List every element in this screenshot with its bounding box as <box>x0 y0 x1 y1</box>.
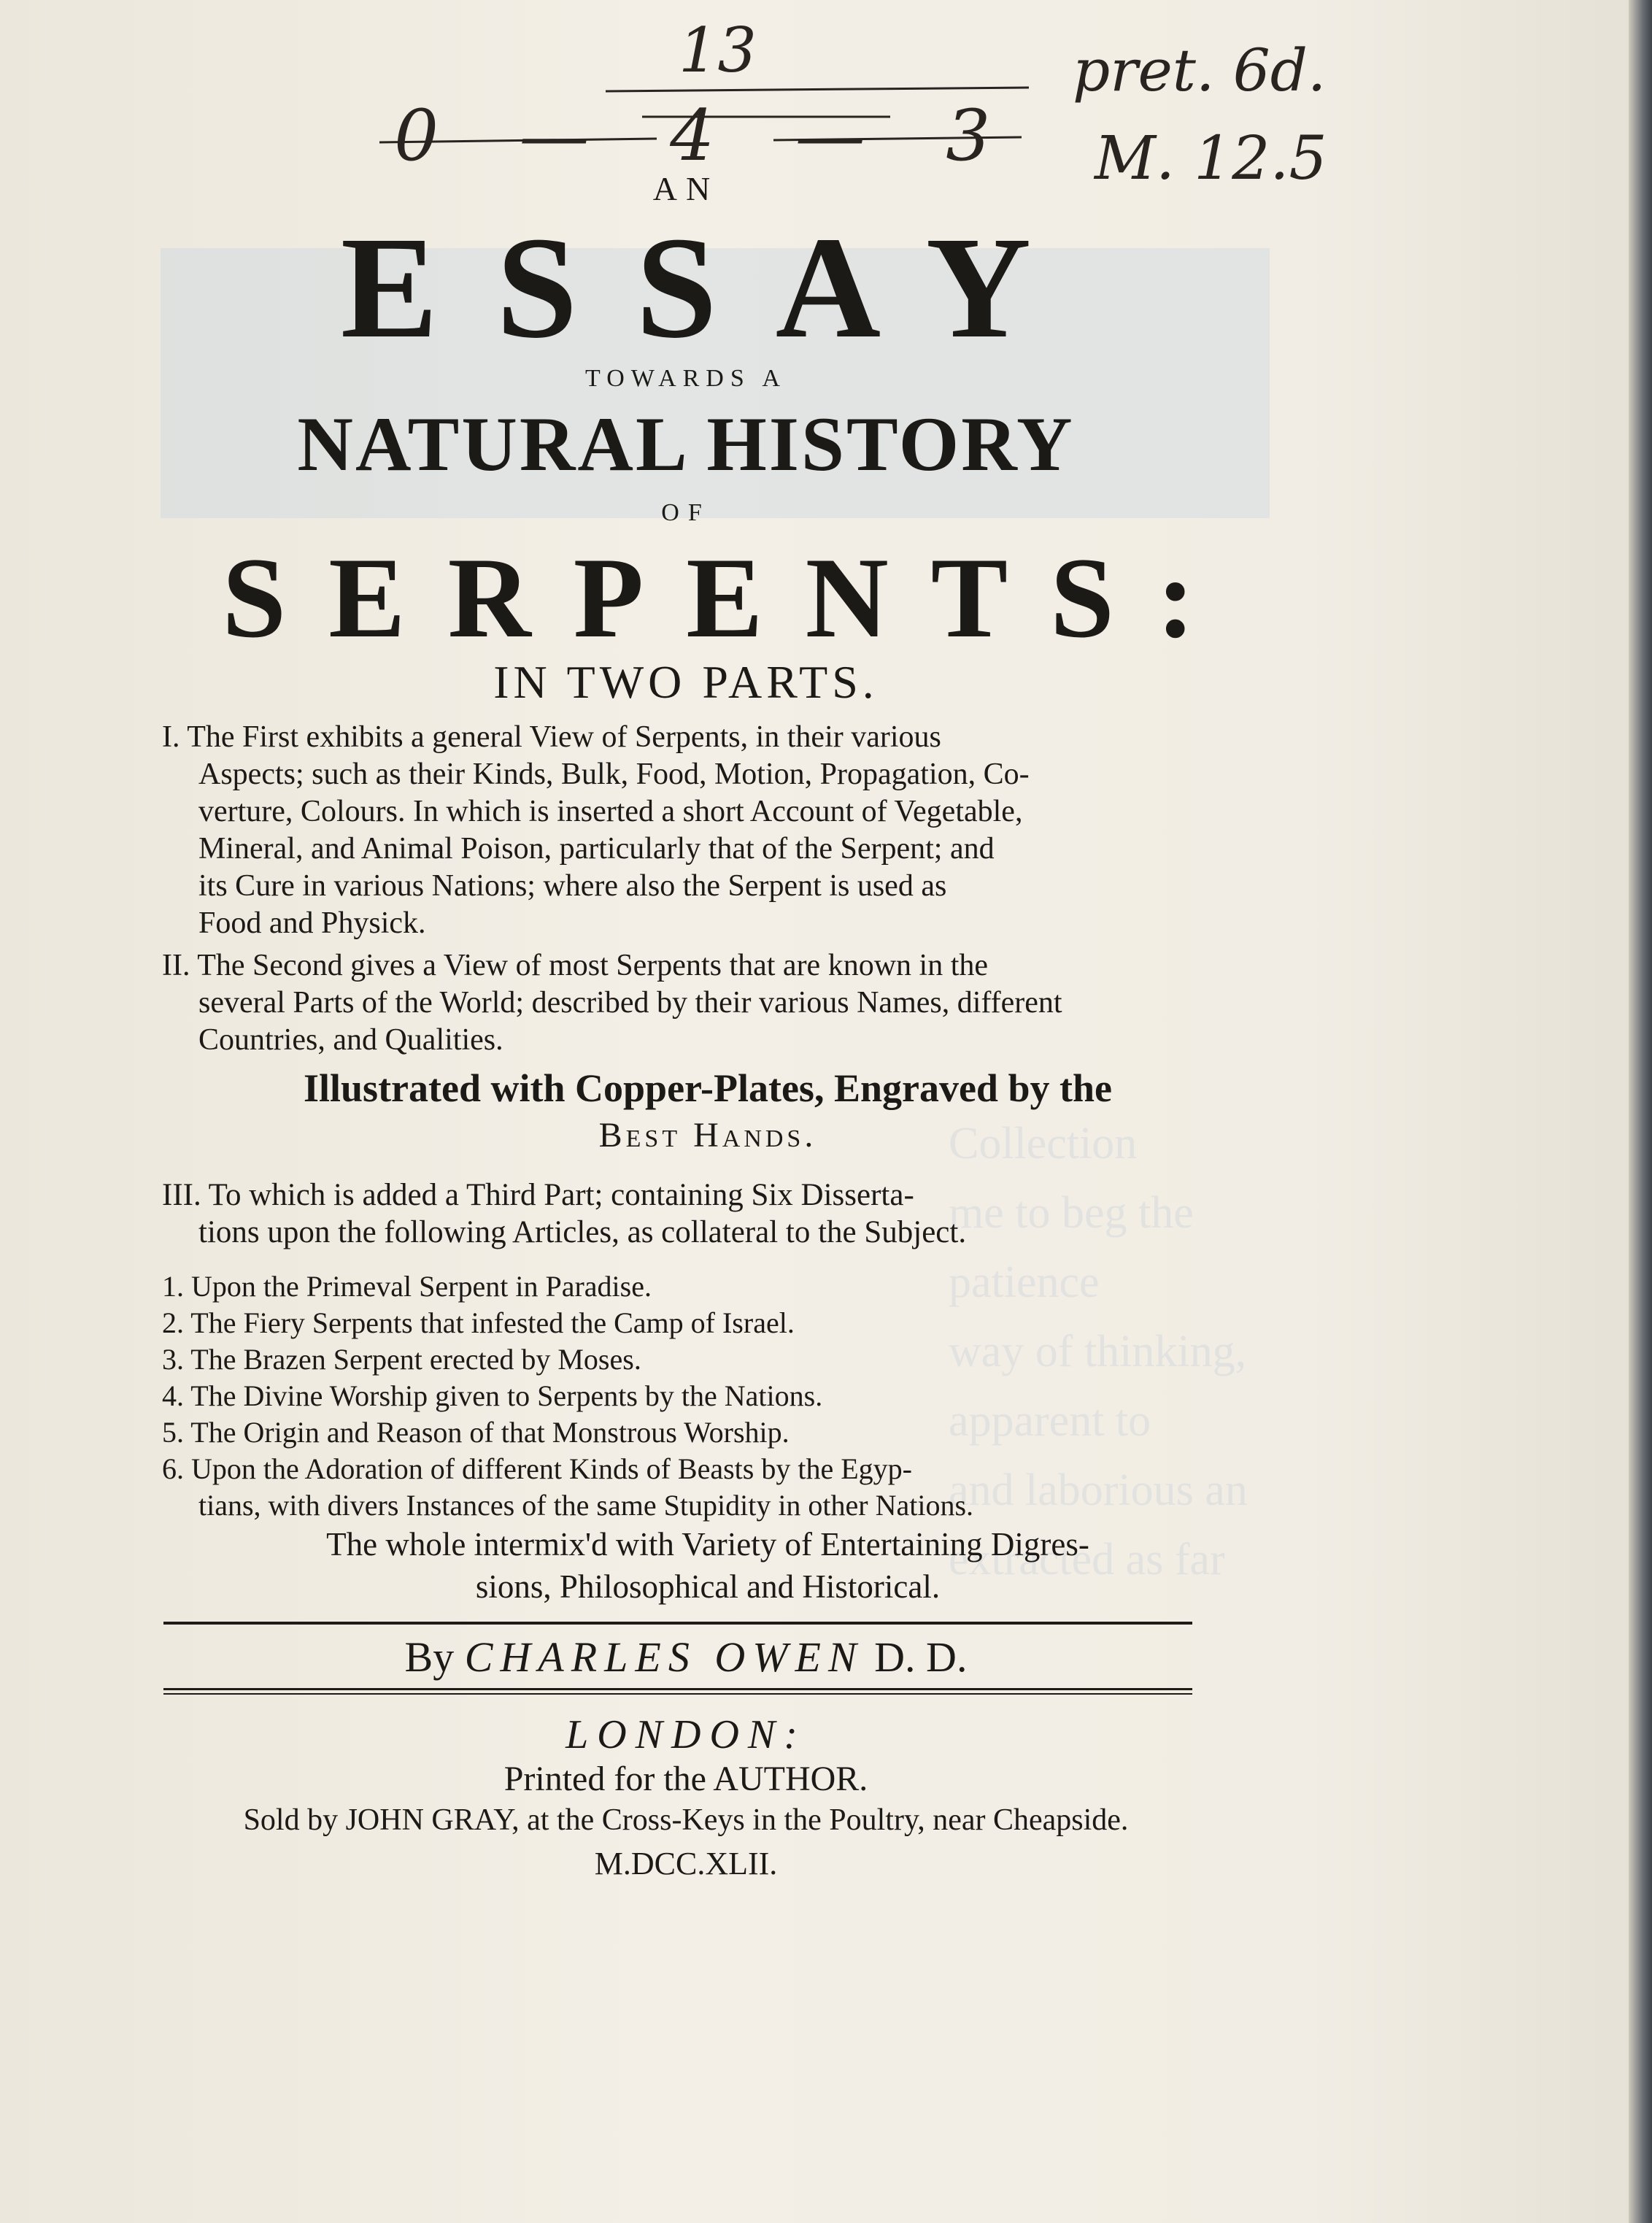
title-essay: ESSAY <box>340 207 1090 369</box>
best-hands-line: Best Hands. <box>598 1116 817 1155</box>
author-line <box>0 1633 1503 1681</box>
part-one-description <box>162 719 1189 942</box>
title-an: AN <box>652 170 719 207</box>
part-one-line: its Cure in various Nations; where also the Serpent is used as <box>198 869 947 903</box>
double-rule-lower <box>163 1693 1192 1695</box>
title-in-two-parts: IN TWO PARTS. <box>493 656 879 708</box>
handwritten-shelfmark-numbers: 0 — 4 — 3 <box>394 95 1020 177</box>
part-two-line: Countries, and Qualities. <box>198 1023 503 1057</box>
title-natural-history: NATURAL HISTORY <box>297 401 1075 487</box>
part-one-line: Mineral, and Animal Poison, particularly that of the Serpent; and <box>198 832 995 866</box>
whole-line-1: The whole intermix'd with Variety of Entertaining Digres- <box>326 1526 1089 1563</box>
part-two-description <box>162 947 1189 1059</box>
part-three-line: tions upon the following Articles, as collateral to the Subject. <box>198 1215 967 1249</box>
book-edge <box>1629 0 1652 2223</box>
article-item: tians, with divers Instances of the same Stupidity in other Nations. <box>198 1489 974 1522</box>
top-rule <box>163 1622 1192 1625</box>
title-serpents: SERPENTS: <box>222 534 1238 662</box>
dissertation-articles <box>162 1268 1189 1524</box>
article-item: 4. The Divine Worship given to Serpents by the Nations. <box>162 1379 823 1412</box>
title-of: OF <box>661 499 711 526</box>
article-item: 5. The Origin and Reason of that Monstrous Worship. <box>162 1416 790 1449</box>
author-degree: D. D. <box>874 1633 968 1681</box>
part-three-description <box>162 1176 1189 1251</box>
handwritten-price: pret. 6d. <box>1073 36 1327 104</box>
illustrated-line: Illustrated with Copper-Plates, Engraved by the <box>304 1066 1112 1110</box>
part-one-line: Aspects; such as their Kinds, Bulk, Food, Motion, Propagation, Co- <box>198 758 1030 791</box>
part-one-line: verture, Colours. In which is inserted a short Account of Vegetable, <box>198 795 1023 828</box>
part-two-line: II. The Second gives a View of most Serpents that are known in the <box>162 949 989 982</box>
author-name: CHARLES OWEN <box>464 1633 864 1681</box>
part-two-line: several Parts of the World; described by their various Names, different <box>198 986 1062 1020</box>
handwritten-mark: M. 12.5 <box>1095 124 1327 193</box>
imprint-sold-by: Sold by JOHN GRAY, at the Cross-Keys in the Poultry, near Cheapside. <box>243 1803 1129 1837</box>
article-item: 1. Upon the Primeval Serpent in Paradise. <box>162 1270 652 1303</box>
article-item: 6. Upon the Adoration of different Kinds of Beasts by the Egyp- <box>162 1452 912 1485</box>
article-item: 3. The Brazen Serpent erected by Moses. <box>162 1343 641 1376</box>
part-one-line: I. The First exhibits a general View of Serpents, in their various <box>162 720 941 754</box>
article-item: 2. The Fiery Serpents that infested the Camp of Israel. <box>162 1306 795 1339</box>
handwritten-shelfmark-top: 13 <box>679 15 757 86</box>
whole-line-2: sions, Philosophical and Historical. <box>475 1568 941 1605</box>
by-word: By <box>404 1633 455 1681</box>
imprint-london: LONDON: <box>566 1712 806 1757</box>
title-towards: TOWARDS A <box>585 365 787 392</box>
imprint-date: M.DCC.XLII. <box>594 1846 778 1881</box>
imprint-printed-for: Printed for the AUTHOR. <box>503 1760 868 1798</box>
part-one-line: Food and Physick. <box>198 906 426 940</box>
double-rule-upper <box>163 1688 1192 1690</box>
part-three-line: III. To which is added a Third Part; containing Six Disserta- <box>162 1178 914 1212</box>
show-through-text: Collection me to beg the patience way of thinking, apparent to and laborious an extracted as far <box>949 1119 1248 1584</box>
